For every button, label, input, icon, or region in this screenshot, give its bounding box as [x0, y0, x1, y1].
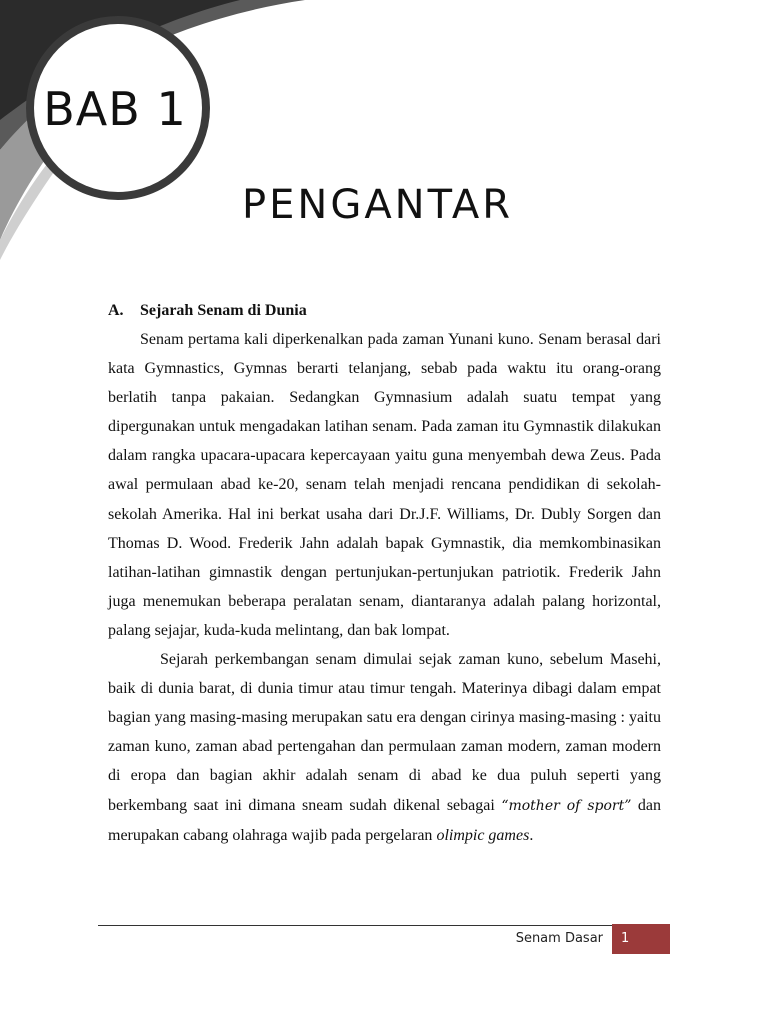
paragraph-2-end: . [529, 826, 534, 844]
footer-divider [98, 925, 612, 926]
paragraph-2 [108, 645, 661, 850]
paragraph-2-part-1: Sejarah perkembangan senam dimulai sejak zaman kuno, sebelum Masehi, baik di dunia barat, di dunia timur atau timur tengah. Materinya dibagi dalam empat bagian yang masing-masing merupakan satu era dengan cirinya masing-masing : yaitu zaman kuno, zaman abad pertengahan dan permulaan zaman modern, zaman modern di eropa dan bagian akhir adalah senam di abad ke dua puluh seperti yang berkembang saat ini dimana sneam sudah dikenal sebagai [108, 651, 661, 814]
chapter-title: PENGANTAR [242, 182, 514, 228]
paragraph-2-italic: olimpic games [436, 826, 530, 844]
section-letter: A. [108, 302, 124, 319]
footer-book-title: Senam Dasar [515, 931, 603, 946]
paragraph-2-quote: “mother of sport” [501, 797, 632, 814]
chapter-label: BAB 1 [43, 82, 187, 136]
page-number-badge: 1 [612, 924, 670, 954]
paragraph-2-part-2: dan merupakan cabang olahraga wajib pada pergelaran [108, 796, 662, 844]
section-heading-text: Sejarah Senam di Dunia [140, 302, 307, 319]
body-content [108, 296, 661, 850]
paragraph-1: Senam pertama kali diperkenalkan pada zaman Yunani kuno. Senam berasal dari kata Gymnastics, Gymnas berarti telanjang, sebab pada waktu itu orang-orang berlatih tanpa pakaian. Sedangkan Gymnasium adalah suatu tempat yang dipergunakan untuk mengadakan latihan senam. Pada zaman itu Gymnastik dilakukan dalam rangka upacara-upacara kepercayaan yaitu guna menyembah dewa Zeus. Pada awal permulaan abad ke-20, senam telah menjadi rencana pendidikan di sekolah-sekolah Amerika. Hal ini berkat usaha dari Dr.J.F. Williams, Dr. Dubly Sorgen dan Thomas D. Wood. Frederik Jahn adalah bapak Gymnastik, dia memkombinasikan latihan-latihan gimnastik dengan pertunjukan-pertunjukan patriotik. Frederik Jahn juga menemukan beberapa peralatan senam, diantaranya adalah palang horizontal, palang sejajar, kuda-kuda melintang, dan bak lompat. [108, 331, 661, 639]
section-heading [108, 296, 661, 325]
corner-swoosh-decoration [0, 0, 768, 300]
